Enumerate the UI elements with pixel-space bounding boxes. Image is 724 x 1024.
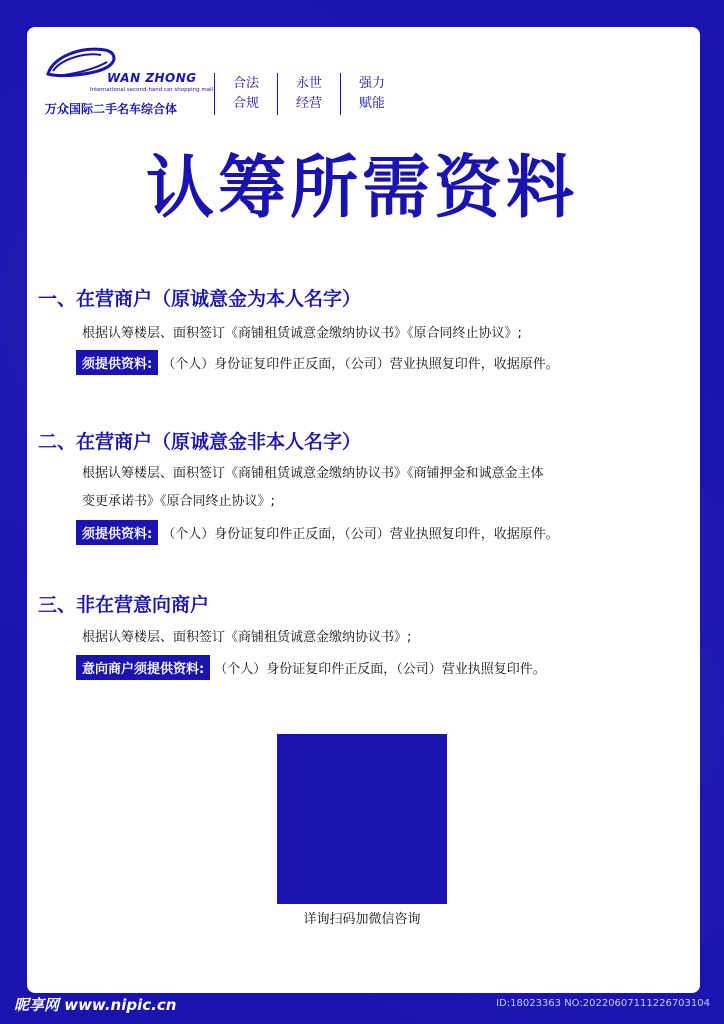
slogan-operation xyxy=(277,73,340,115)
requirement-line-2 xyxy=(76,520,559,545)
slogans xyxy=(214,73,403,115)
section-heading-1: 一、在营商户（原诚意金为本人名字） xyxy=(38,288,362,310)
requirement-label: 须提供资料: xyxy=(76,520,158,545)
section-heading-3: 三、非在营意向商户 xyxy=(38,594,210,616)
slogan-line: 赋能 xyxy=(359,96,386,111)
requirement-line-3 xyxy=(76,655,546,680)
requirement-text: （个人）身份证复印件正反面，（公司）营业执照复印件，收据原件。 xyxy=(162,527,559,542)
slogan-empower xyxy=(340,73,403,115)
slogan-legal xyxy=(214,73,277,115)
slogan-line: 强力 xyxy=(359,76,386,91)
logo-subtitle: International second-hand car shopping mall xyxy=(90,87,214,93)
section-body-2-line-2: 变更承诺书》《原合同终止协议》; xyxy=(82,494,275,509)
slogan-line: 经营 xyxy=(296,96,323,111)
section-heading-2: 二、在营商户（原诚意金非本人名字） xyxy=(38,431,362,453)
requirement-label: 意向商户须提供资料: xyxy=(76,655,210,680)
logo xyxy=(43,44,214,116)
qr-code xyxy=(277,734,447,904)
requirement-line-1 xyxy=(76,350,559,375)
slogan-line: 永世 xyxy=(296,76,323,91)
slogan-line: 合规 xyxy=(233,96,260,111)
qr-caption: 详询扫码加微信咨询 xyxy=(303,912,421,927)
requirement-label: 须提供资料: xyxy=(76,350,158,375)
section-body-1: 根据认筹楼层、面积签订《商铺租赁诚意金缴纳协议书》《原合同终止协议》; xyxy=(82,326,522,341)
logo-brand: WAN ZHONG xyxy=(107,71,197,85)
slogan-line: 合法 xyxy=(233,76,260,91)
requirement-text: （个人）身份证复印件正反面，（公司）营业执照复印件。 xyxy=(214,662,546,677)
logo-name-cn: 万众国际二手名车综合体 xyxy=(45,102,178,116)
section-body-3: 根据认筹楼层、面积签订《商铺租赁诚意金缴纳协议书》; xyxy=(82,630,412,645)
page-title: 认筹所需资料 xyxy=(145,148,578,228)
section-body-2-line-1: 根据认筹楼层、面积签订《商铺租赁诚意金缴纳协议书》《商铺押金和诚意金主体 xyxy=(82,466,544,481)
watermark-id: ID:18023363 NO:20220607111226703104 xyxy=(496,998,710,1009)
requirement-text: （个人）身份证复印件正反面，（公司）营业执照复印件，收据原件。 xyxy=(162,357,559,372)
watermark-site: 昵享网 www.nipic.cn xyxy=(14,996,177,1014)
